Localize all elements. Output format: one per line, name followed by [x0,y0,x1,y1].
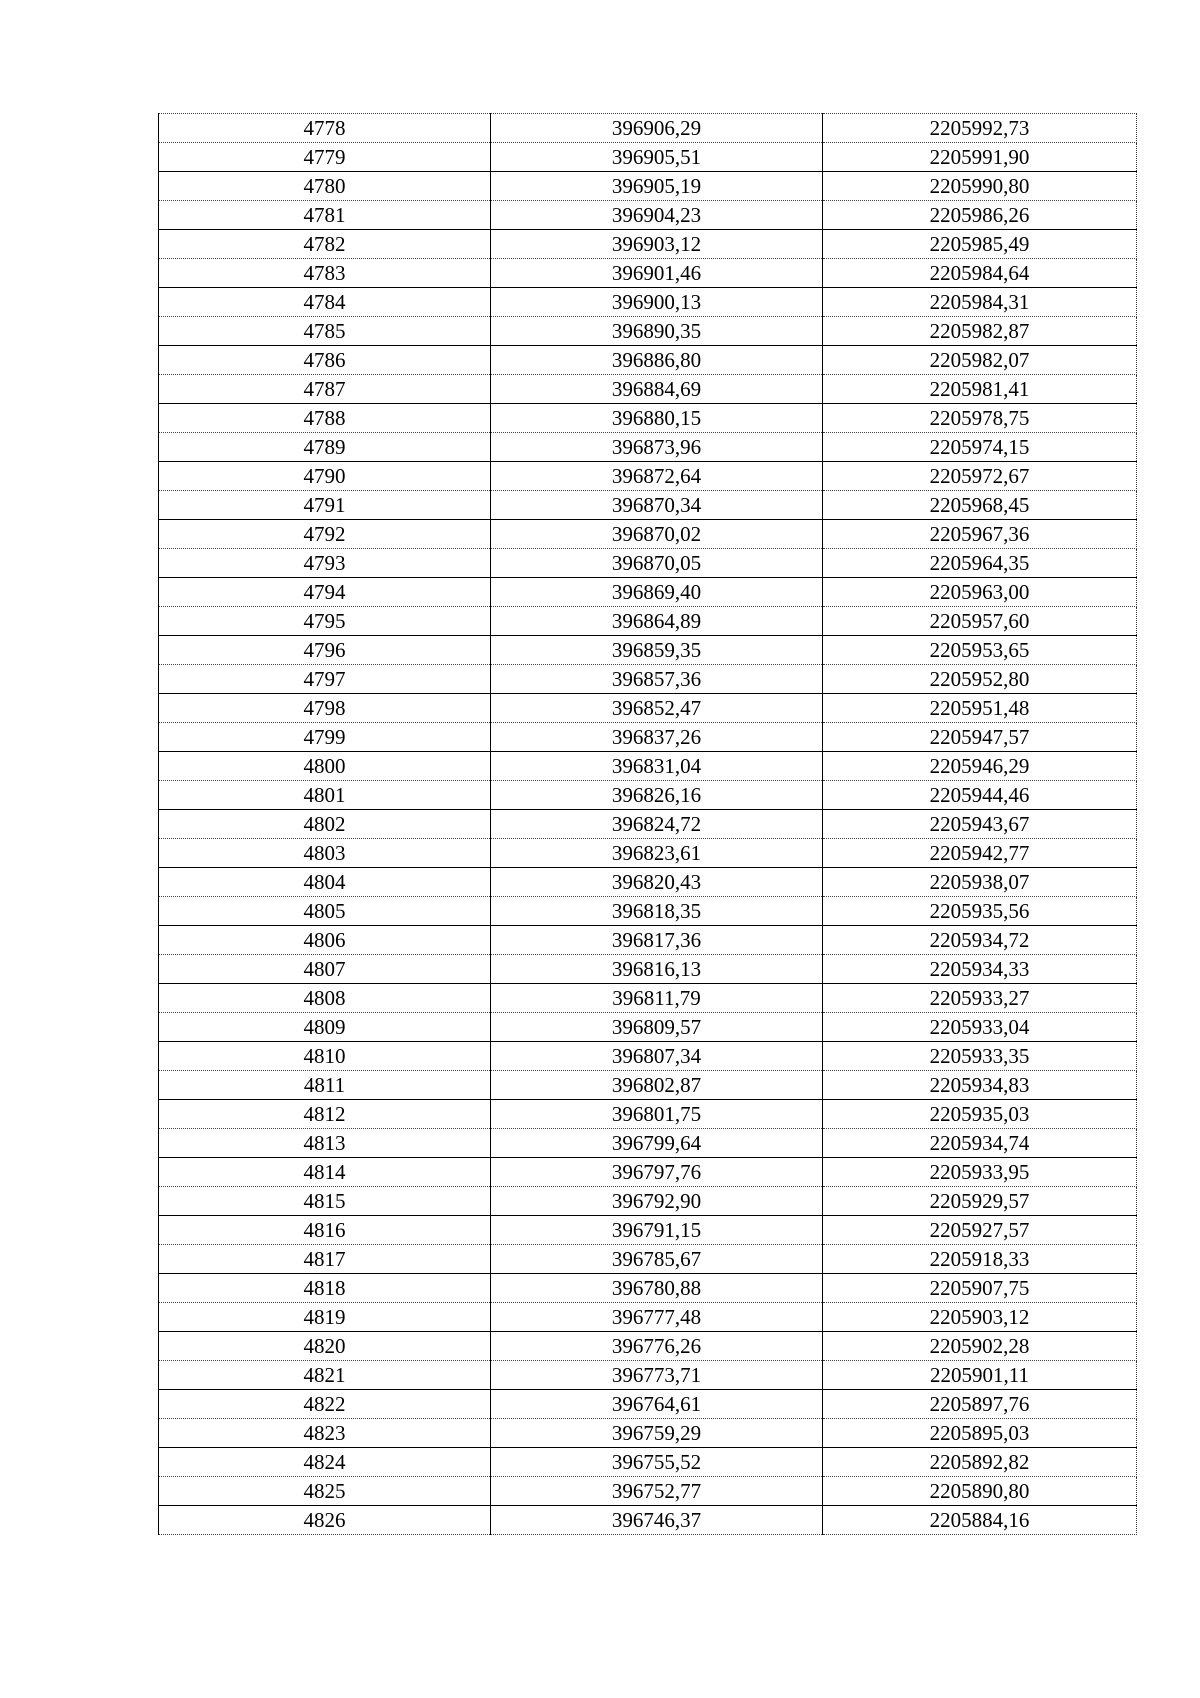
y-coordinate-cell: 2205933,04 [823,1013,1137,1042]
x-coordinate-cell: 396870,02 [491,520,823,549]
y-coordinate-cell: 2205935,56 [823,897,1137,926]
x-coordinate-cell: 396904,23 [491,201,823,230]
point-number-cell: 4809 [159,1013,491,1042]
y-coordinate-cell: 2205935,03 [823,1100,1137,1129]
x-coordinate-cell: 396811,79 [491,984,823,1013]
x-coordinate-cell: 396773,71 [491,1361,823,1390]
x-coordinate-cell: 396816,13 [491,955,823,984]
x-coordinate-cell: 396884,69 [491,375,823,404]
point-number-cell: 4786 [159,346,491,375]
point-number-cell: 4818 [159,1274,491,1303]
x-coordinate-cell: 396752,77 [491,1477,823,1506]
table-row [159,1158,1137,1187]
point-number-cell: 4793 [159,549,491,578]
point-number-cell: 4787 [159,375,491,404]
x-coordinate-cell: 396791,15 [491,1216,823,1245]
y-coordinate-cell: 2205895,03 [823,1419,1137,1448]
x-coordinate-cell: 396823,61 [491,839,823,868]
table-row [159,433,1137,462]
y-coordinate-cell: 2205982,87 [823,317,1137,346]
y-coordinate-cell: 2205934,74 [823,1129,1137,1158]
y-coordinate-cell: 2205974,15 [823,433,1137,462]
y-coordinate-cell: 2205892,82 [823,1448,1137,1477]
table-row [159,694,1137,723]
table-row [159,404,1137,433]
x-coordinate-cell: 396905,19 [491,172,823,201]
point-number-cell: 4803 [159,839,491,868]
x-coordinate-cell: 396759,29 [491,1419,823,1448]
table-row [159,607,1137,636]
table-row [159,752,1137,781]
table-row [159,172,1137,201]
y-coordinate-cell: 2205963,00 [823,578,1137,607]
x-coordinate-cell: 396807,34 [491,1042,823,1071]
table-row [159,1187,1137,1216]
table-row [159,346,1137,375]
point-number-cell: 4797 [159,665,491,694]
point-number-cell: 4783 [159,259,491,288]
y-coordinate-cell: 2205984,64 [823,259,1137,288]
y-coordinate-cell: 2205967,36 [823,520,1137,549]
table-row [159,288,1137,317]
point-number-cell: 4804 [159,868,491,897]
point-number-cell: 4815 [159,1187,491,1216]
x-coordinate-cell: 396859,35 [491,636,823,665]
x-coordinate-cell: 396901,46 [491,259,823,288]
y-coordinate-cell: 2205942,77 [823,839,1137,868]
x-coordinate-cell: 396755,52 [491,1448,823,1477]
point-number-cell: 4789 [159,433,491,462]
table-row [159,984,1137,1013]
x-coordinate-cell: 396777,48 [491,1303,823,1332]
point-number-cell: 4794 [159,578,491,607]
table-row [159,1361,1137,1390]
point-number-cell: 4816 [159,1216,491,1245]
x-coordinate-cell: 396864,89 [491,607,823,636]
y-coordinate-cell: 2205982,07 [823,346,1137,375]
table-row [159,1419,1137,1448]
y-coordinate-cell: 2205934,72 [823,926,1137,955]
table-row [159,1216,1137,1245]
point-number-cell: 4811 [159,1071,491,1100]
point-number-cell: 4790 [159,462,491,491]
x-coordinate-cell: 396890,35 [491,317,823,346]
point-number-cell: 4782 [159,230,491,259]
x-coordinate-cell: 396905,51 [491,143,823,172]
point-number-cell: 4826 [159,1506,491,1535]
table-row [159,636,1137,665]
table-row [159,578,1137,607]
table-row [159,1448,1137,1477]
point-number-cell: 4798 [159,694,491,723]
y-coordinate-cell: 2205984,31 [823,288,1137,317]
table-row [159,955,1137,984]
table-row [159,143,1137,172]
table-row [159,1274,1137,1303]
y-coordinate-cell: 2205992,73 [823,114,1137,143]
y-coordinate-cell: 2205953,65 [823,636,1137,665]
x-coordinate-cell: 396857,36 [491,665,823,694]
x-coordinate-cell: 396809,57 [491,1013,823,1042]
table-row [159,868,1137,897]
x-coordinate-cell: 396776,26 [491,1332,823,1361]
y-coordinate-cell: 2205947,57 [823,723,1137,752]
point-number-cell: 4779 [159,143,491,172]
y-coordinate-cell: 2205978,75 [823,404,1137,433]
point-number-cell: 4795 [159,607,491,636]
y-coordinate-cell: 2205901,11 [823,1361,1137,1390]
y-coordinate-cell: 2205897,76 [823,1390,1137,1419]
table-row [159,723,1137,752]
x-coordinate-cell: 396872,64 [491,462,823,491]
y-coordinate-cell: 2205890,80 [823,1477,1137,1506]
y-coordinate-cell: 2205957,60 [823,607,1137,636]
x-coordinate-cell: 396802,87 [491,1071,823,1100]
point-number-cell: 4788 [159,404,491,433]
x-coordinate-cell: 396746,37 [491,1506,823,1535]
table-row [159,520,1137,549]
point-number-cell: 4814 [159,1158,491,1187]
table-row [159,114,1137,143]
x-coordinate-cell: 396873,96 [491,433,823,462]
y-coordinate-cell: 2205943,67 [823,810,1137,839]
point-number-cell: 4778 [159,114,491,143]
point-number-cell: 4810 [159,1042,491,1071]
point-number-cell: 4785 [159,317,491,346]
x-coordinate-cell: 396869,40 [491,578,823,607]
point-number-cell: 4822 [159,1390,491,1419]
table-row [159,1071,1137,1100]
x-coordinate-cell: 396880,15 [491,404,823,433]
y-coordinate-cell: 2205972,67 [823,462,1137,491]
x-coordinate-cell: 396831,04 [491,752,823,781]
y-coordinate-cell: 2205907,75 [823,1274,1137,1303]
table-row [159,1245,1137,1274]
table-row [159,1332,1137,1361]
x-coordinate-cell: 396900,13 [491,288,823,317]
y-coordinate-cell: 2205927,57 [823,1216,1137,1245]
point-number-cell: 4802 [159,810,491,839]
y-coordinate-cell: 2205903,12 [823,1303,1137,1332]
table-row [159,201,1137,230]
table-row [159,810,1137,839]
x-coordinate-cell: 396820,43 [491,868,823,897]
y-coordinate-cell: 2205938,07 [823,868,1137,897]
y-coordinate-cell: 2205933,95 [823,1158,1137,1187]
coordinates-table-body [159,114,1137,1535]
point-number-cell: 4823 [159,1419,491,1448]
x-coordinate-cell: 396826,16 [491,781,823,810]
point-number-cell: 4780 [159,172,491,201]
y-coordinate-cell: 2205902,28 [823,1332,1137,1361]
x-coordinate-cell: 396852,47 [491,694,823,723]
point-number-cell: 4807 [159,955,491,984]
point-number-cell: 4817 [159,1245,491,1274]
table-row [159,230,1137,259]
table-row [159,317,1137,346]
x-coordinate-cell: 396837,26 [491,723,823,752]
point-number-cell: 4796 [159,636,491,665]
y-coordinate-cell: 2205934,83 [823,1071,1137,1100]
point-number-cell: 4808 [159,984,491,1013]
x-coordinate-cell: 396824,72 [491,810,823,839]
y-coordinate-cell: 2205884,16 [823,1506,1137,1535]
point-number-cell: 4800 [159,752,491,781]
point-number-cell: 4821 [159,1361,491,1390]
table-row [159,1129,1137,1158]
point-number-cell: 4824 [159,1448,491,1477]
x-coordinate-cell: 396799,64 [491,1129,823,1158]
table-row [159,549,1137,578]
x-coordinate-cell: 396818,35 [491,897,823,926]
y-coordinate-cell: 2205990,80 [823,172,1137,201]
x-coordinate-cell: 396792,90 [491,1187,823,1216]
y-coordinate-cell: 2205929,57 [823,1187,1137,1216]
table-row [159,839,1137,868]
table-row [159,897,1137,926]
point-number-cell: 4791 [159,491,491,520]
table-row [159,781,1137,810]
y-coordinate-cell: 2205918,33 [823,1245,1137,1274]
y-coordinate-cell: 2205986,26 [823,201,1137,230]
x-coordinate-cell: 396870,05 [491,549,823,578]
x-coordinate-cell: 396797,76 [491,1158,823,1187]
x-coordinate-cell: 396764,61 [491,1390,823,1419]
y-coordinate-cell: 2205946,29 [823,752,1137,781]
point-number-cell: 4799 [159,723,491,752]
y-coordinate-cell: 2205944,46 [823,781,1137,810]
y-coordinate-cell: 2205981,41 [823,375,1137,404]
table-row [159,1477,1137,1506]
point-number-cell: 4820 [159,1332,491,1361]
table-row [159,1506,1137,1535]
x-coordinate-cell: 396906,29 [491,114,823,143]
x-coordinate-cell: 396870,34 [491,491,823,520]
point-number-cell: 4812 [159,1100,491,1129]
x-coordinate-cell: 396801,75 [491,1100,823,1129]
point-number-cell: 4801 [159,781,491,810]
coordinates-table [158,113,1137,1535]
x-coordinate-cell: 396817,36 [491,926,823,955]
point-number-cell: 4819 [159,1303,491,1332]
table-row [159,1100,1137,1129]
table-row [159,926,1137,955]
point-number-cell: 4825 [159,1477,491,1506]
point-number-cell: 4792 [159,520,491,549]
y-coordinate-cell: 2205991,90 [823,143,1137,172]
table-row [159,259,1137,288]
table-row [159,1303,1137,1332]
point-number-cell: 4784 [159,288,491,317]
y-coordinate-cell: 2205933,27 [823,984,1137,1013]
table-row [159,1042,1137,1071]
table-row [159,1013,1137,1042]
table-row [159,491,1137,520]
table-row [159,462,1137,491]
y-coordinate-cell: 2205951,48 [823,694,1137,723]
y-coordinate-cell: 2205968,45 [823,491,1137,520]
table-row [159,1390,1137,1419]
point-number-cell: 4781 [159,201,491,230]
point-number-cell: 4806 [159,926,491,955]
y-coordinate-cell: 2205952,80 [823,665,1137,694]
y-coordinate-cell: 2205964,35 [823,549,1137,578]
y-coordinate-cell: 2205934,33 [823,955,1137,984]
table-row [159,665,1137,694]
y-coordinate-cell: 2205933,35 [823,1042,1137,1071]
table-row [159,375,1137,404]
x-coordinate-cell: 396903,12 [491,230,823,259]
point-number-cell: 4805 [159,897,491,926]
x-coordinate-cell: 396785,67 [491,1245,823,1274]
point-number-cell: 4813 [159,1129,491,1158]
x-coordinate-cell: 396886,80 [491,346,823,375]
x-coordinate-cell: 396780,88 [491,1274,823,1303]
y-coordinate-cell: 2205985,49 [823,230,1137,259]
